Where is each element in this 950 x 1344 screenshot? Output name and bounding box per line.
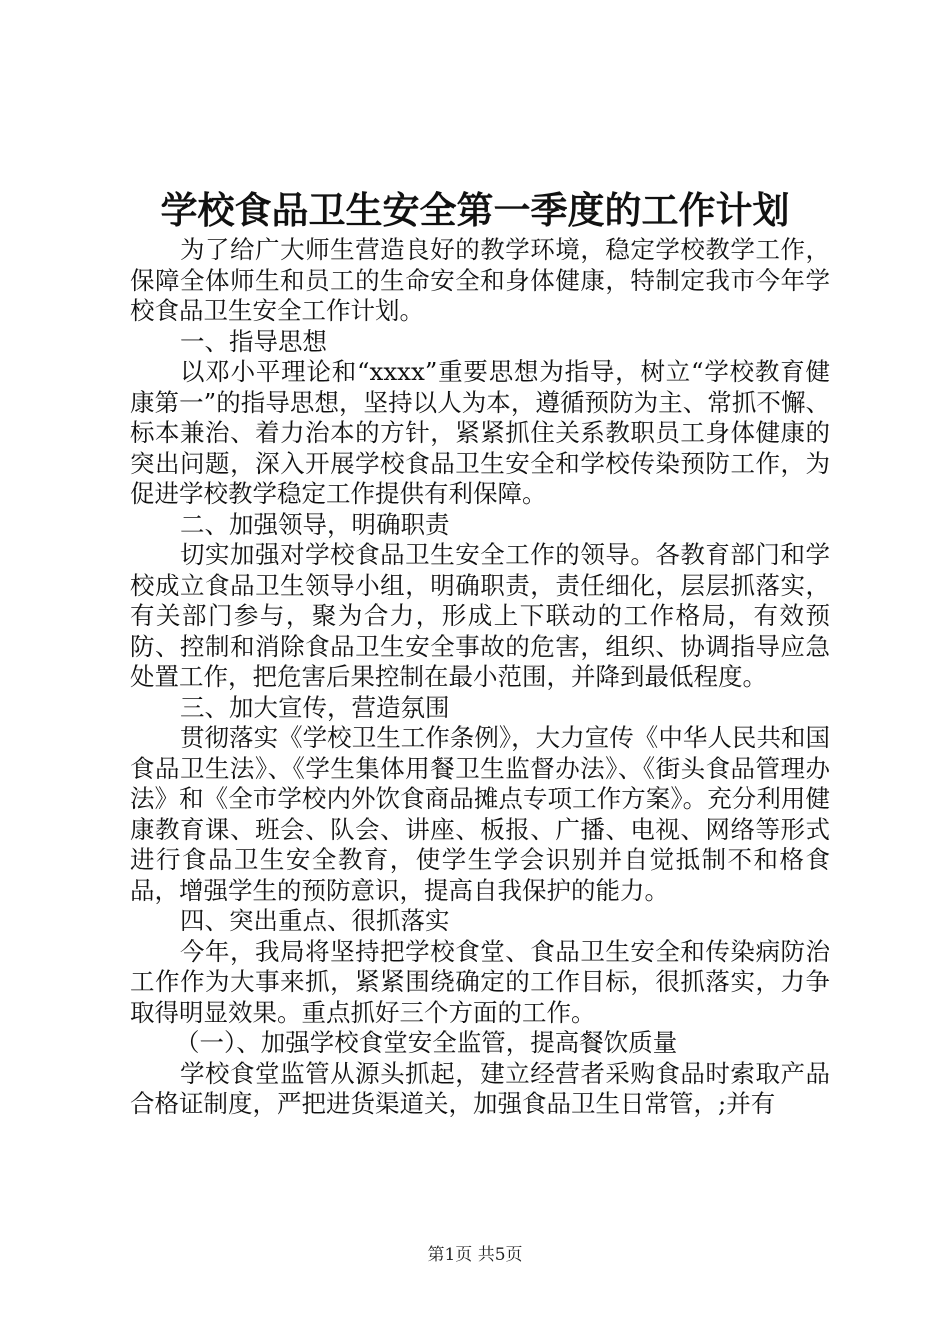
section-heading-key-points: 四、突出重点、很抓落实 <box>180 906 450 935</box>
document-title: 学校食品卫生安全第一季度的工作计划 <box>160 188 790 232</box>
section-paragraph-publicity: 贯彻落实《学校卫生工作条例》，大力宣传《中华人民共和国食品卫生法》、《学生集体用餐卫生监督办法》、《街头食品管理办法》和《全市学校内外饮食商品摊点专项工作方案》。充分利用健康教育课、班会、队会、讲座、板报、广播、电视、网络等形式进行食品卫生安全教育，使学生学会识别并自觉抵制不和格食品，增强学生的预防意识，提高自我保护的能力。 <box>130 723 830 905</box>
section-paragraph-leadership: 切实加强对学校食品卫生安全工作的领导。各教育部门和学校成立食品卫生领导小组，明确职责，责任细化，层层抓落实，有关部门参与，聚为合力，形成上下联动的工作格局，有效预防、控制和消除食品卫生安全事故的危害，组织、协调指导应急处置工作，把危害后果控制在最小范围，并降到最低程度。 <box>130 540 830 691</box>
subsection-paragraph-canteen: 学校食堂监管从源头抓起，建立经营者采购食品时索取产品合格证制度，严把进货渠道关，加强食品卫生日常管，;并有 <box>130 1058 830 1118</box>
subsection-heading-canteen: （一）、加强学校食堂安全监管，提高餐饮质量 <box>175 1028 678 1057</box>
page-footer: 第1页 共5页 <box>427 1245 523 1265</box>
section-paragraph-key-points: 今年，我局将坚持把学校食堂、食品卫生安全和传染病防治工作作为大事来抓，紧紧围绕确定的工作目标，很抓落实，力争取得明显效果。重点抓好三个方面的工作。 <box>130 936 830 1027</box>
intro-paragraph: 为了给广大师生营造良好的教学环境，稳定学校教学工作，保障全体师生和员工的生命安全和身体健康，特制定我市今年学校食品卫生安全工作计划。 <box>130 235 830 325</box>
section-heading-leadership: 二、加强领导，明确职责 <box>180 509 450 539</box>
section-heading-guiding-thought: 一、指导思想 <box>180 326 327 356</box>
section-heading-publicity: 三、加大宣传，营造氛围 <box>180 692 450 722</box>
section-paragraph-guiding-thought: 以邓小平理论和“xxxx”重要思想为指导，树立“学校教育健康第一”的指导思想，坚持以人为本，遵循预防为主、常抓不懈、标本兼治、着力治本的方针，紧紧抓住关系教职员工身体健康的突出问题，深入开展学校食品卫生安全和学校传染预防工作，为促进学校教学稳定工作提供有利保障。 <box>130 357 830 508</box>
document-body <box>130 235 830 1120</box>
